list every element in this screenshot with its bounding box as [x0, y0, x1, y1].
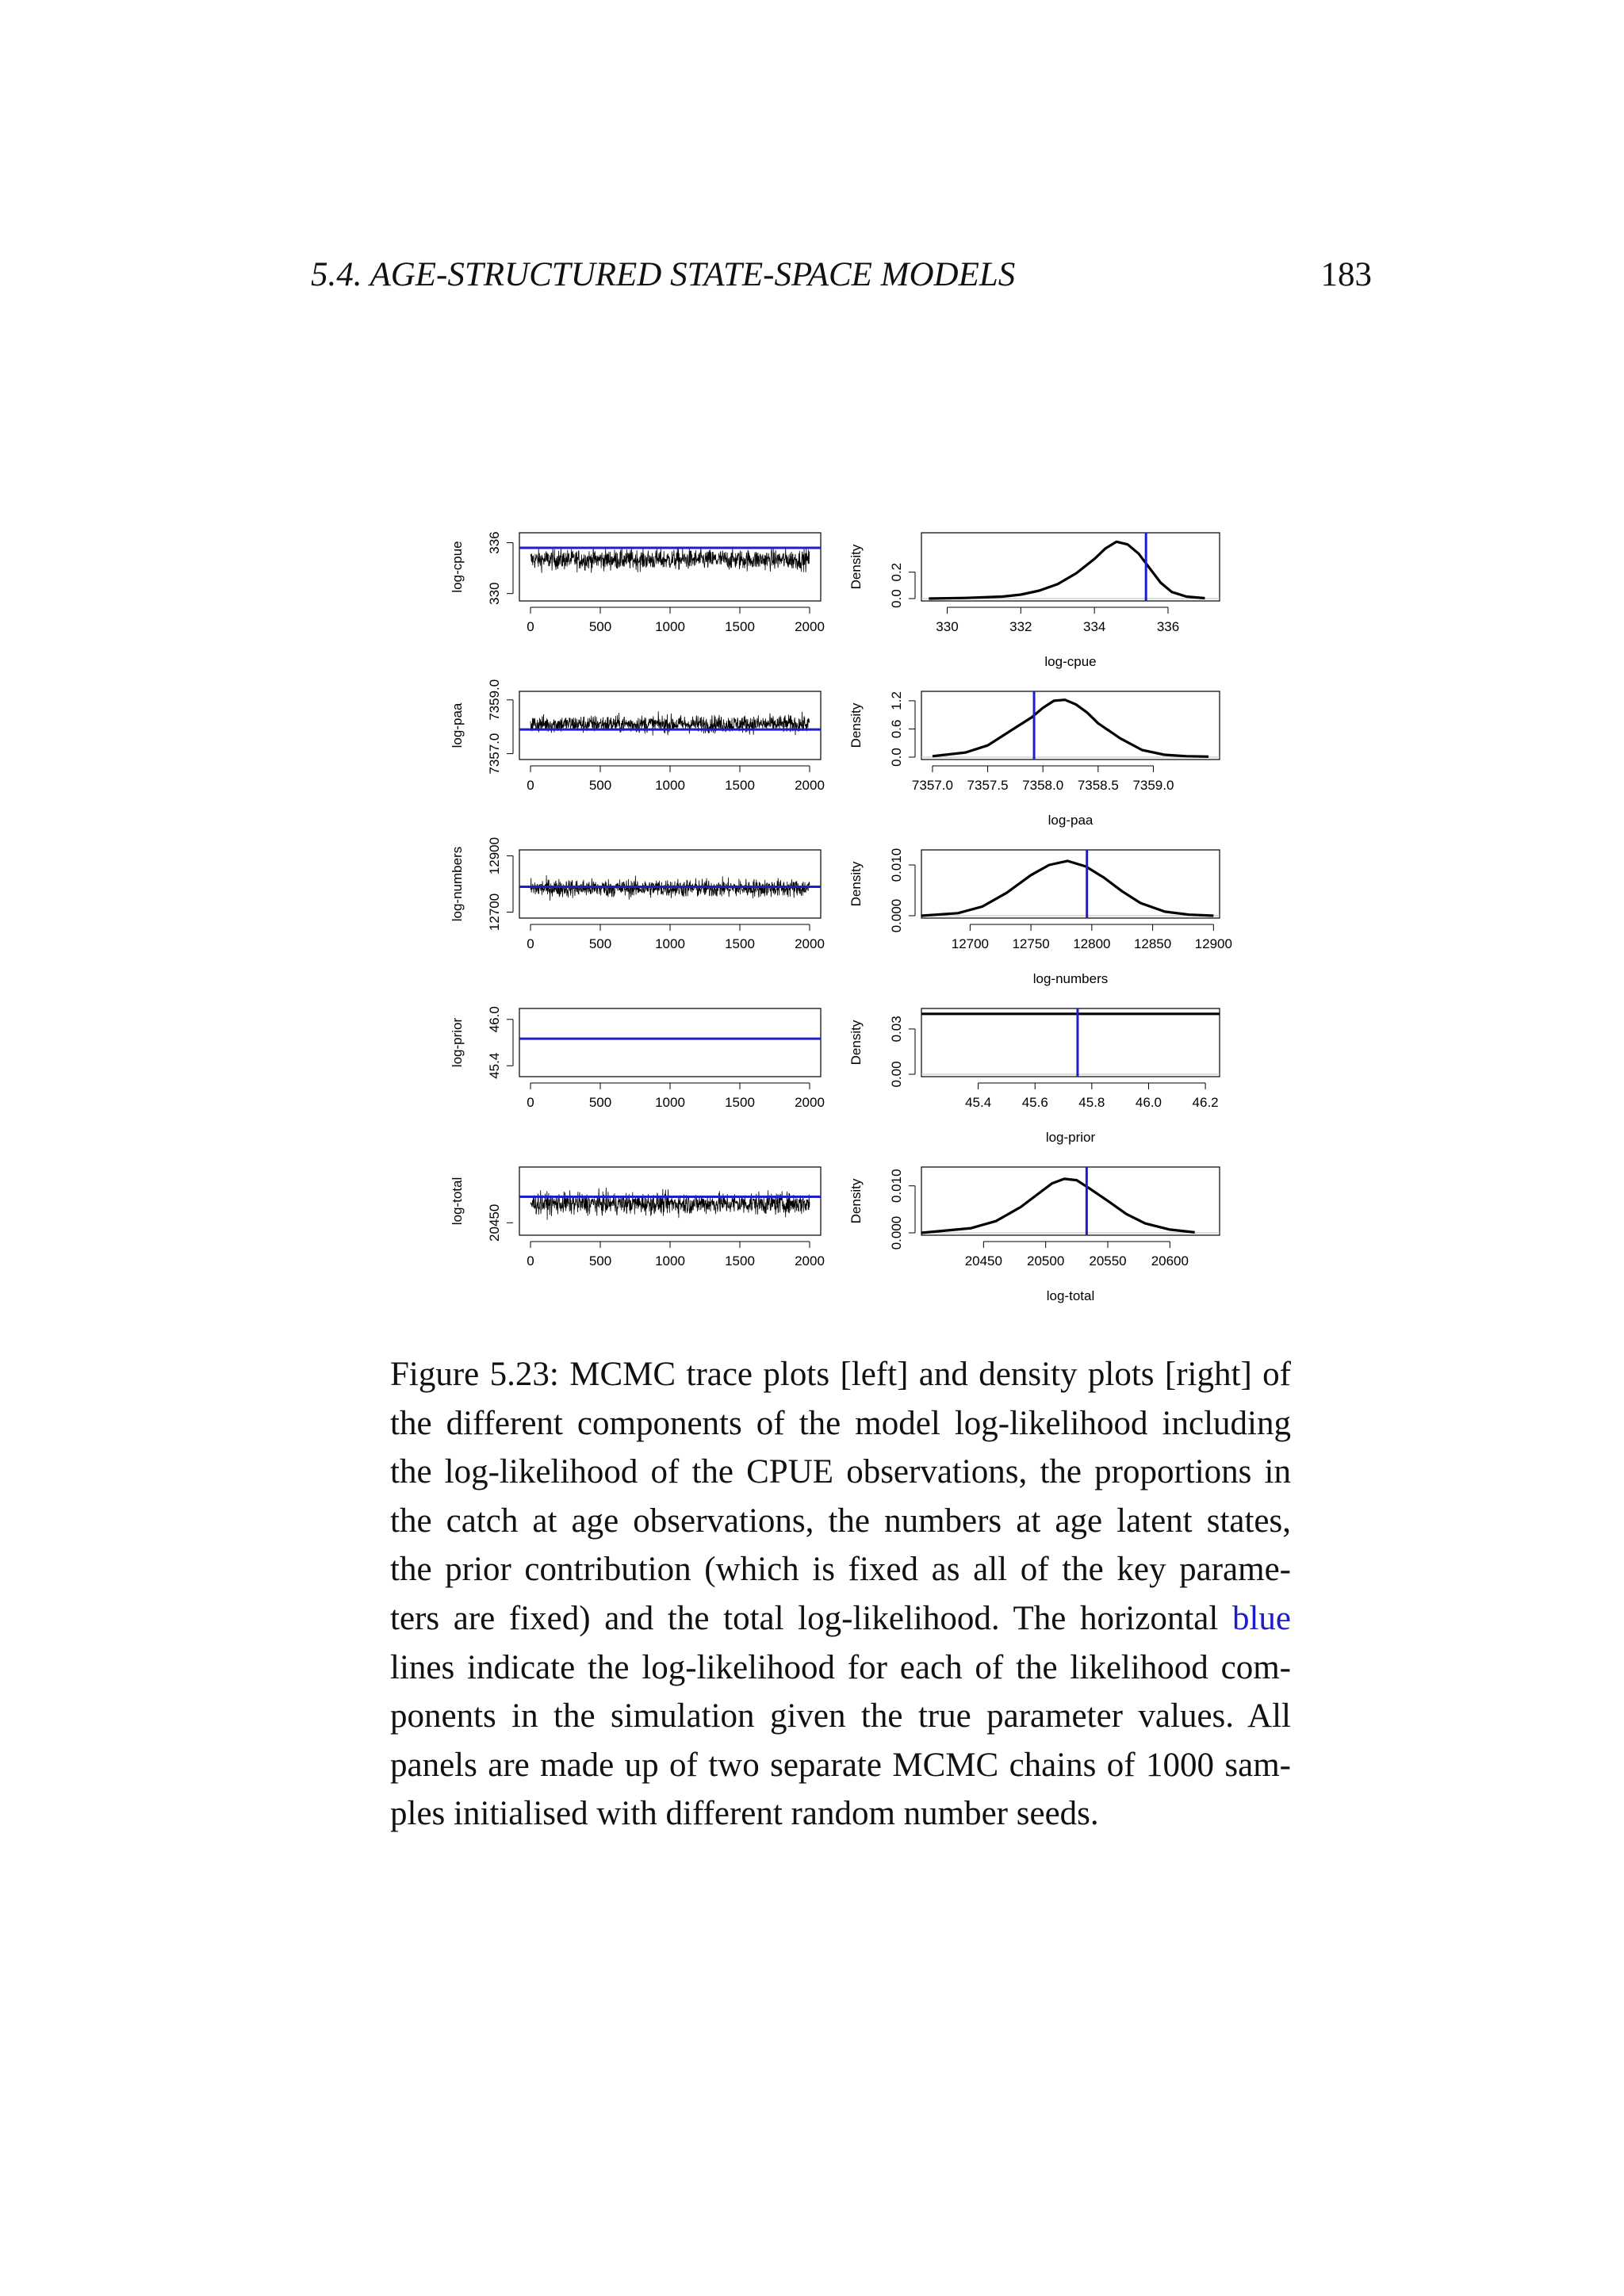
caption-blue-word: blue	[1231, 1599, 1291, 1637]
y-tick-label: 330	[487, 582, 502, 605]
x-tick-label: 0	[527, 1253, 534, 1269]
x-tick-label: 12850	[1133, 936, 1172, 951]
mcmc-trace-line	[530, 1188, 810, 1220]
caption-line-with-blue	[390, 1594, 1291, 1644]
caption-line: the log-likelihood of the CPUE observations, the proportions in	[390, 1453, 1291, 1491]
density-y-axis-label: Density	[848, 1178, 864, 1224]
x-tick-label: 45.4	[965, 1095, 992, 1110]
x-tick-label: 12700	[951, 936, 990, 951]
y-tick-label: 12900	[487, 836, 502, 875]
y-tick-label: 0.010	[889, 1169, 904, 1203]
y-tick-label: 1.2	[889, 691, 904, 710]
y-tick-label: 20450	[487, 1203, 502, 1242]
x-tick-label: 0	[527, 619, 534, 634]
x-tick-label: 1500	[725, 619, 755, 634]
density-x-axis-label: log-prior	[1045, 1130, 1096, 1145]
y-tick-label: 0.0	[889, 748, 904, 767]
density-panel-frame	[921, 1008, 1220, 1077]
x-tick-label: 500	[588, 619, 612, 634]
x-tick-label: 334	[1082, 619, 1106, 634]
figure-caption	[390, 1350, 1291, 1839]
y-tick-label: 0.000	[889, 1215, 904, 1250]
x-tick-label: 20600	[1151, 1253, 1189, 1269]
y-tick-label: 0.03	[889, 1016, 904, 1043]
density-y-axis-label: Density	[848, 702, 864, 748]
section-title: 5.4. AGE-STRUCTURED STATE-SPACE MODELS	[311, 256, 1016, 293]
x-tick-label: 12900	[1194, 936, 1232, 951]
x-tick-label: 2000	[795, 778, 825, 793]
x-tick-label: 45.6	[1021, 1095, 1048, 1110]
caption-line: the different components of the model log-likelihood including	[390, 1404, 1291, 1442]
density-y-axis-label: Density	[848, 544, 864, 590]
x-tick-label: 20550	[1089, 1253, 1127, 1269]
y-tick-label: 45.4	[487, 1052, 502, 1079]
density-panel-frame	[921, 1167, 1220, 1235]
x-tick-label: 2000	[795, 1253, 825, 1269]
y-tick-label: 0.2	[889, 562, 904, 582]
density-x-axis-label: log-paa	[1048, 813, 1094, 828]
mcmc-figure-svg	[428, 507, 1253, 1316]
y-tick-label: 0.0	[889, 589, 904, 608]
x-tick-label: 1000	[655, 778, 685, 793]
x-tick-label: 330	[936, 619, 959, 634]
y-tick-label: 0.000	[889, 898, 904, 933]
x-tick-label: 1500	[725, 778, 755, 793]
caption-line: Figure 5.23: MCMC trace plots [left] and density plots [right] of	[390, 1356, 1291, 1393]
running-head	[311, 255, 1372, 303]
x-tick-label: 12800	[1073, 936, 1111, 951]
x-tick-label: 0	[527, 1095, 534, 1110]
trace-y-axis-label: log-numbers	[450, 846, 465, 922]
x-tick-label: 500	[588, 1253, 612, 1269]
x-tick-label: 1500	[725, 936, 755, 951]
density-panel-frame	[921, 533, 1220, 601]
x-tick-label: 1000	[655, 936, 685, 951]
density-x-axis-label: log-numbers	[1032, 971, 1109, 986]
caption-line: the catch at age observations, the numbers at age latent states,	[390, 1502, 1291, 1540]
x-tick-label: 7357.0	[911, 778, 953, 793]
x-tick-label: 332	[1009, 619, 1032, 634]
x-tick-label: 1000	[655, 619, 685, 634]
x-tick-label: 46.0	[1135, 1095, 1162, 1110]
y-tick-label: 46.0	[487, 1006, 502, 1033]
density-x-axis-label: log-cpue	[1044, 654, 1097, 669]
x-tick-label: 46.2	[1192, 1095, 1219, 1110]
x-tick-label: 7358.5	[1077, 778, 1119, 793]
y-tick-label: 0.00	[889, 1061, 904, 1088]
x-tick-label: 1500	[725, 1095, 755, 1110]
y-tick-label: 336	[487, 531, 502, 554]
x-tick-label: 7358.0	[1022, 778, 1064, 793]
x-tick-label: 1000	[655, 1095, 685, 1110]
x-tick-label: 7357.5	[967, 778, 1009, 793]
density-y-axis-label: Density	[848, 1020, 864, 1066]
density-curve	[921, 861, 1213, 916]
density-curve	[933, 700, 1208, 757]
mcmc-trace-line	[530, 547, 810, 573]
y-tick-label: 7359.0	[487, 679, 502, 721]
trace-y-axis-label: log-paa	[450, 702, 465, 748]
density-y-axis-label: Density	[848, 861, 864, 907]
density-x-axis-label: log-total	[1046, 1288, 1095, 1303]
y-tick-label: 0.010	[889, 848, 904, 882]
density-panel-frame	[921, 850, 1220, 918]
x-tick-label: 500	[588, 1095, 612, 1110]
x-tick-label: 7359.0	[1132, 778, 1174, 793]
density-curve	[921, 1179, 1195, 1233]
x-tick-label: 0	[527, 936, 534, 951]
caption-line: ples initialised with different random number seeds.	[390, 1795, 1099, 1833]
x-tick-label: 2000	[795, 1095, 825, 1110]
caption-line: the prior contribution (which is fixed as all of the key parame-	[390, 1551, 1291, 1589]
trace-y-axis-label: log-prior	[450, 1017, 465, 1068]
x-tick-label: 20450	[964, 1253, 1002, 1269]
x-tick-label: 0	[527, 778, 534, 793]
x-tick-label: 12750	[1012, 936, 1050, 951]
mcmc-trace-line	[530, 711, 810, 736]
caption-line: ponents in the simulation given the true parameter values. All	[390, 1697, 1291, 1735]
x-tick-label: 20500	[1027, 1253, 1065, 1269]
y-tick-label: 0.6	[889, 719, 904, 739]
x-tick-label: 500	[588, 936, 612, 951]
x-tick-label: 500	[588, 778, 612, 793]
x-tick-label: 1500	[725, 1253, 755, 1269]
trace-panel-frame	[519, 1008, 821, 1077]
trace-y-axis-label: log-total	[450, 1177, 465, 1226]
y-tick-label: 12700	[487, 893, 502, 932]
density-curve	[929, 541, 1205, 599]
y-tick-label: 7357.0	[487, 733, 502, 775]
caption-text: ters are fixed) and the total log-likelihood. The horizontal	[390, 1599, 1219, 1637]
x-tick-label: 336	[1156, 619, 1180, 634]
x-tick-label: 2000	[795, 619, 825, 634]
caption-line: lines indicate the log-likelihood for each of the likelihood com-	[390, 1648, 1291, 1686]
x-tick-label: 2000	[795, 936, 825, 951]
x-tick-label: 45.8	[1078, 1095, 1105, 1110]
mcmc-figure	[428, 507, 1253, 1320]
x-tick-label: 1000	[655, 1253, 685, 1269]
page-number: 183	[1320, 256, 1372, 293]
caption-line: panels are made up of two separate MCMC chains of 1000 sam-	[390, 1746, 1291, 1784]
trace-y-axis-label: log-cpue	[450, 541, 465, 593]
